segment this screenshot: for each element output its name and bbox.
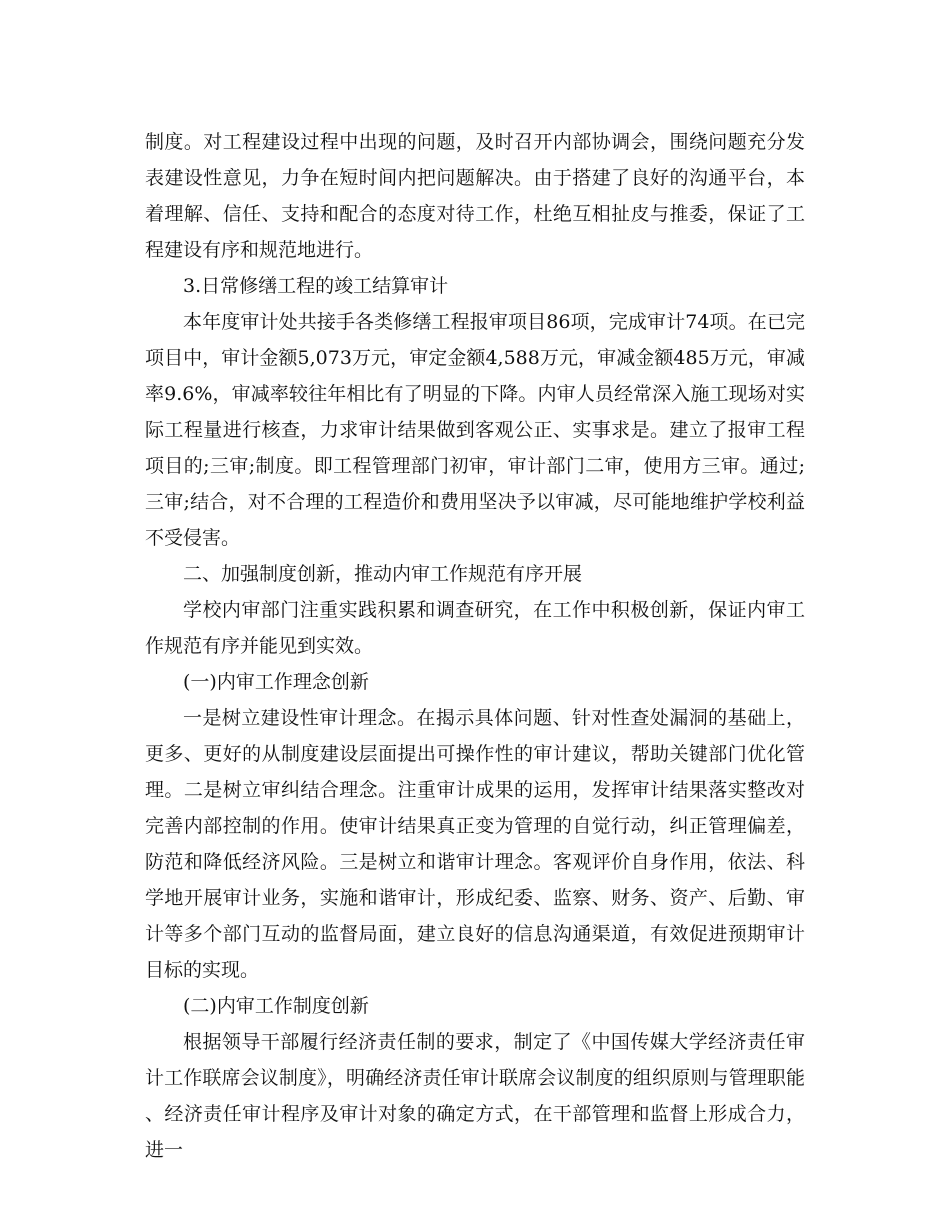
paragraph-1: 制度。对工程建设过程中出现的问题，及时召开内部协调会，围绕问题充分发表建设性意见，力争在短时间内把问题解决。由于搭建了良好的沟通平台，本着理解、信任、支持和配合的态度对待工作，杜绝互相扯皮与推委，保证了工程建设有序和规范地进行。 — [145, 131, 805, 261]
paragraph-innovation-intro: 学校内审部门注重实践积累和调查研究，在工作中积极创新，保证内审工作规范有序并能见到实效。 — [145, 599, 805, 657]
subsection-heading-1: (一)内审工作理念创新 — [183, 671, 369, 693]
paragraph-system-innovation: 根据领导干部履行经济责任制的要求，制定了《中国传媒大学经济责任审计工作联席会议制度》，明确经济责任审计联席会议制度的组织原则与管理职能、经济责任审计程序及审计对象的确定方式，在干部管理和监督上形成合力，进一 — [145, 1031, 805, 1161]
section-heading-two: 二、加强制度创新，推动内审工作规范有序开展 — [183, 563, 583, 585]
subsection-heading-2: (二)内审工作制度创新 — [183, 995, 369, 1017]
document-body — [145, 124, 805, 1168]
section-heading-3: 3.日常修缮工程的竣工结算审计 — [183, 275, 449, 297]
paragraph-audit-concepts: 一是树立建设性审计理念。在揭示具体问题、针对性查处漏洞的基础上，更多、更好的从制度建设层面提出可操作性的审计建议，帮助关键部门优化管理。二是树立审纠结合理念。注重审计成果的运用，发挥审计结果落实整改对完善内部控制的作用。使审计结果真正变为管理的自觉行动，纠正管理偏差，防范和降低经济风险。三是树立和谐审计理念。客观评价自身作用，依法、科学地开展审计业务，实施和谐审计，形成纪委、监察、财务、资产、后勤、审计等多个部门互动的监督局面，建立良好的信息沟通渠道，有效促进预期审计目标的实现。 — [145, 707, 805, 981]
paragraph-audit-summary: 本年度审计处共接手各类修缮工程报审项目86项，完成审计74项。在已完项目中，审计金额5,073万元，审定金额4,588万元，审减金额485万元，审减率9.6%，审减率较往年相比有了明显的下降。内审人员经常深入施工现场对实际工程量进行核查，力求审计结果做到客观公正、实事求是。建立了报审工程项目的;三审;制度。即工程管理部门初审，审计部门二审，使用方三审。通过;三审;结合，对不合理的工程造价和费用坚决予以审减，尽可能地维护学校利益不受侵害。 — [145, 311, 805, 549]
